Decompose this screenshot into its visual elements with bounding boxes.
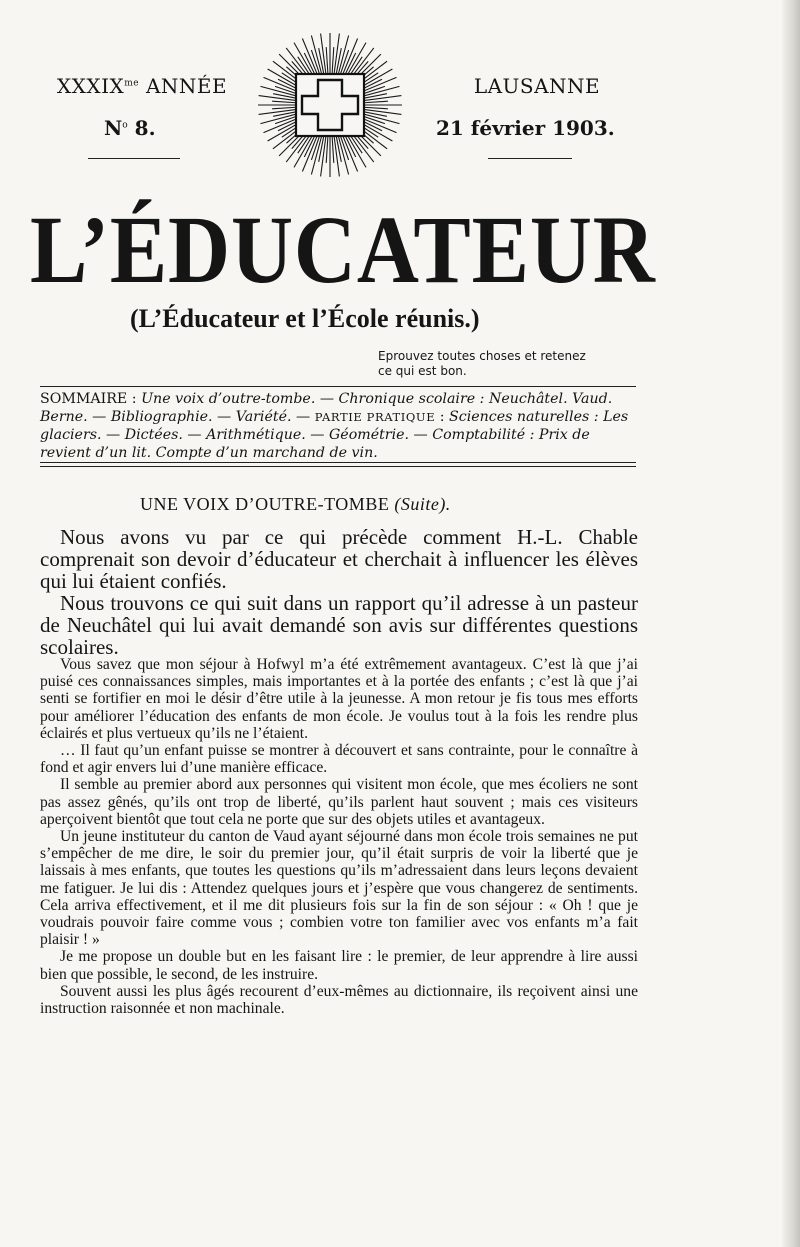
sommaire-partie: PARTIE PRATIQUE [314,410,436,424]
body-paragraph: … Il faut qu’un enfant puisse se montrer à découvert et sans contrainte, pour le connaître à fond et agir envers lui d’une manière efficace. [40,742,638,777]
sommaire-bottom-rule-1 [40,462,636,463]
body-paragraph: Il semble au premier abord aux personnes qui visitent mon école, que mes écoliers ne sont pas assez gênés, qu’ils ont trop de liberté, qu’ils parlent haut souvent ; mais ces visiteurs aperçoivent bientôt que tout cela ne porte que sur des objets utiles et avantageux. [40,776,638,828]
sommaire-label: SOMMAIRE : [40,391,142,407]
sommaire-item: Géométrie. [328,427,410,443]
sommaire-item: Une voix d’outre-tombe. [141,391,316,407]
emblem-ray [326,47,328,75]
journal-subtitle: (L’Éducateur et l’École réunis.) [130,304,480,333]
motto-line-2: ce qui est bon. [378,364,467,378]
article-body [40,656,638,1017]
city-label: LAUSANNE [473,74,601,98]
sommaire-item: Chronique scolaire : Neuchâtel. Vaud. Berne. [40,391,613,425]
right-short-rule [488,158,572,159]
emblem-ray [332,135,334,163]
intro-paragraph: Nous trouvons ce qui suit dans un rapport qu’il adresse à un pasteur de Neuchâtel qui lui avait demandé son avis sur différentes questions scolaires. [40,591,638,659]
body-paragraph: Je me propose un double but en les faisant lire : le premier, de leur apprendre à lire aussi bien que possible, le second, de les instruire. [40,948,638,983]
issue-date: 21 février 1903. [436,116,615,140]
sommaire-item: Variété. [235,409,292,425]
sommaire-bottom-rule-2 [40,466,636,467]
sommaire-item: Bibliographie. [110,409,213,425]
article-intro [40,526,638,658]
year-label: $XXXIX^{me}$ ANNÉE [56,74,228,98]
sommaire-item: Sciences naturelles : Les glaciers. [40,409,629,443]
emblem-ray [326,135,328,163]
sommaire-item: Arithmétique. [206,427,306,443]
intro-paragraph: Nous avons vu par ce qui précède comment H.-L. Chable comprenait son devoir d’éducateur et cherchait à influencer les élèves qui lui étaient confiés. [40,525,638,593]
motto [378,349,586,379]
left-short-rule [88,158,180,159]
table-of-contents: SOMMAIRE : Une voix d’outre-tombe. — Chronique scolaire : Neuchâtel. Vaud. Berne. — Bibliographie. — Variété. — PARTIE PRATIQUE : Sciences naturelles : Les glaciers. — Dictées. — Arithmétique. — Géométrie. — Comptabilité : Prix de revient d’un lit. Compte d’un marchand de vin. [40,391,629,461]
sommaire-item: Comptabilité : Prix de revient d’un lit. Compte d’un marchand de vin. [40,427,590,461]
body-paragraph: Un jeune instituteur du canton de Vaud ayant séjourné dans mon école trois semaines ne put s’empêcher de me dire, le soir du premier jour, qu’il était surpris de voir la liberté que je laissais à mes enfants, que toutes les questions qu’ils m’adressaient dans leurs leçons devaient me fatiguer. Je lui dis : Attendez quelques jours et j’espère que vous changerez de sentiments. Cela arriva effectivement, et il me dit plusieurs fois sur la fin de son séjour : « Oh ! que je voudrais pouvoir faire comme vous ; combien votre ton familier avec vos enfants m’a fait plaisir ! » [40,828,638,949]
page-edge-shadow [782,0,800,1247]
sommaire-item: Dictées. [124,427,183,443]
journal-title: L’ÉDUCATEUR [30,196,656,303]
body-paragraph: Souvent aussi les plus âgés recourent d’eux-mêmes au dictionnaire, ils reçoivent ainsi une instruction raisonnée et non machinale. [40,982,638,1018]
emblem-ray [332,47,334,75]
issue-number: $N^o$ 8. [104,116,156,140]
body-paragraph: Vous savez que mon séjour à Hofwyl m’a été extrêmement avantageux. C’est là que j’ai puisé ces connaissances simples, mais importantes et à la portée des enfants ; c’est là que j’ai senti se fortifier en moi le désir d’être utile à la jeunesse. A mon retour je fis tous mes efforts pour améliorer l’éducation des enfants de mon école. Je voulus tout à la fois les rendre plus éclairés et plus vertueux qu’ils ne l’étaient. [40,656,638,742]
swiss-cross-emblem [256,30,404,180]
motto-line-1: Eprouvez toutes choses et retenez [378,349,586,363]
article-title: UNE VOIX D’OUTRE-TOMBE (Suite). [140,494,451,514]
sommaire-top-rule [40,386,636,387]
